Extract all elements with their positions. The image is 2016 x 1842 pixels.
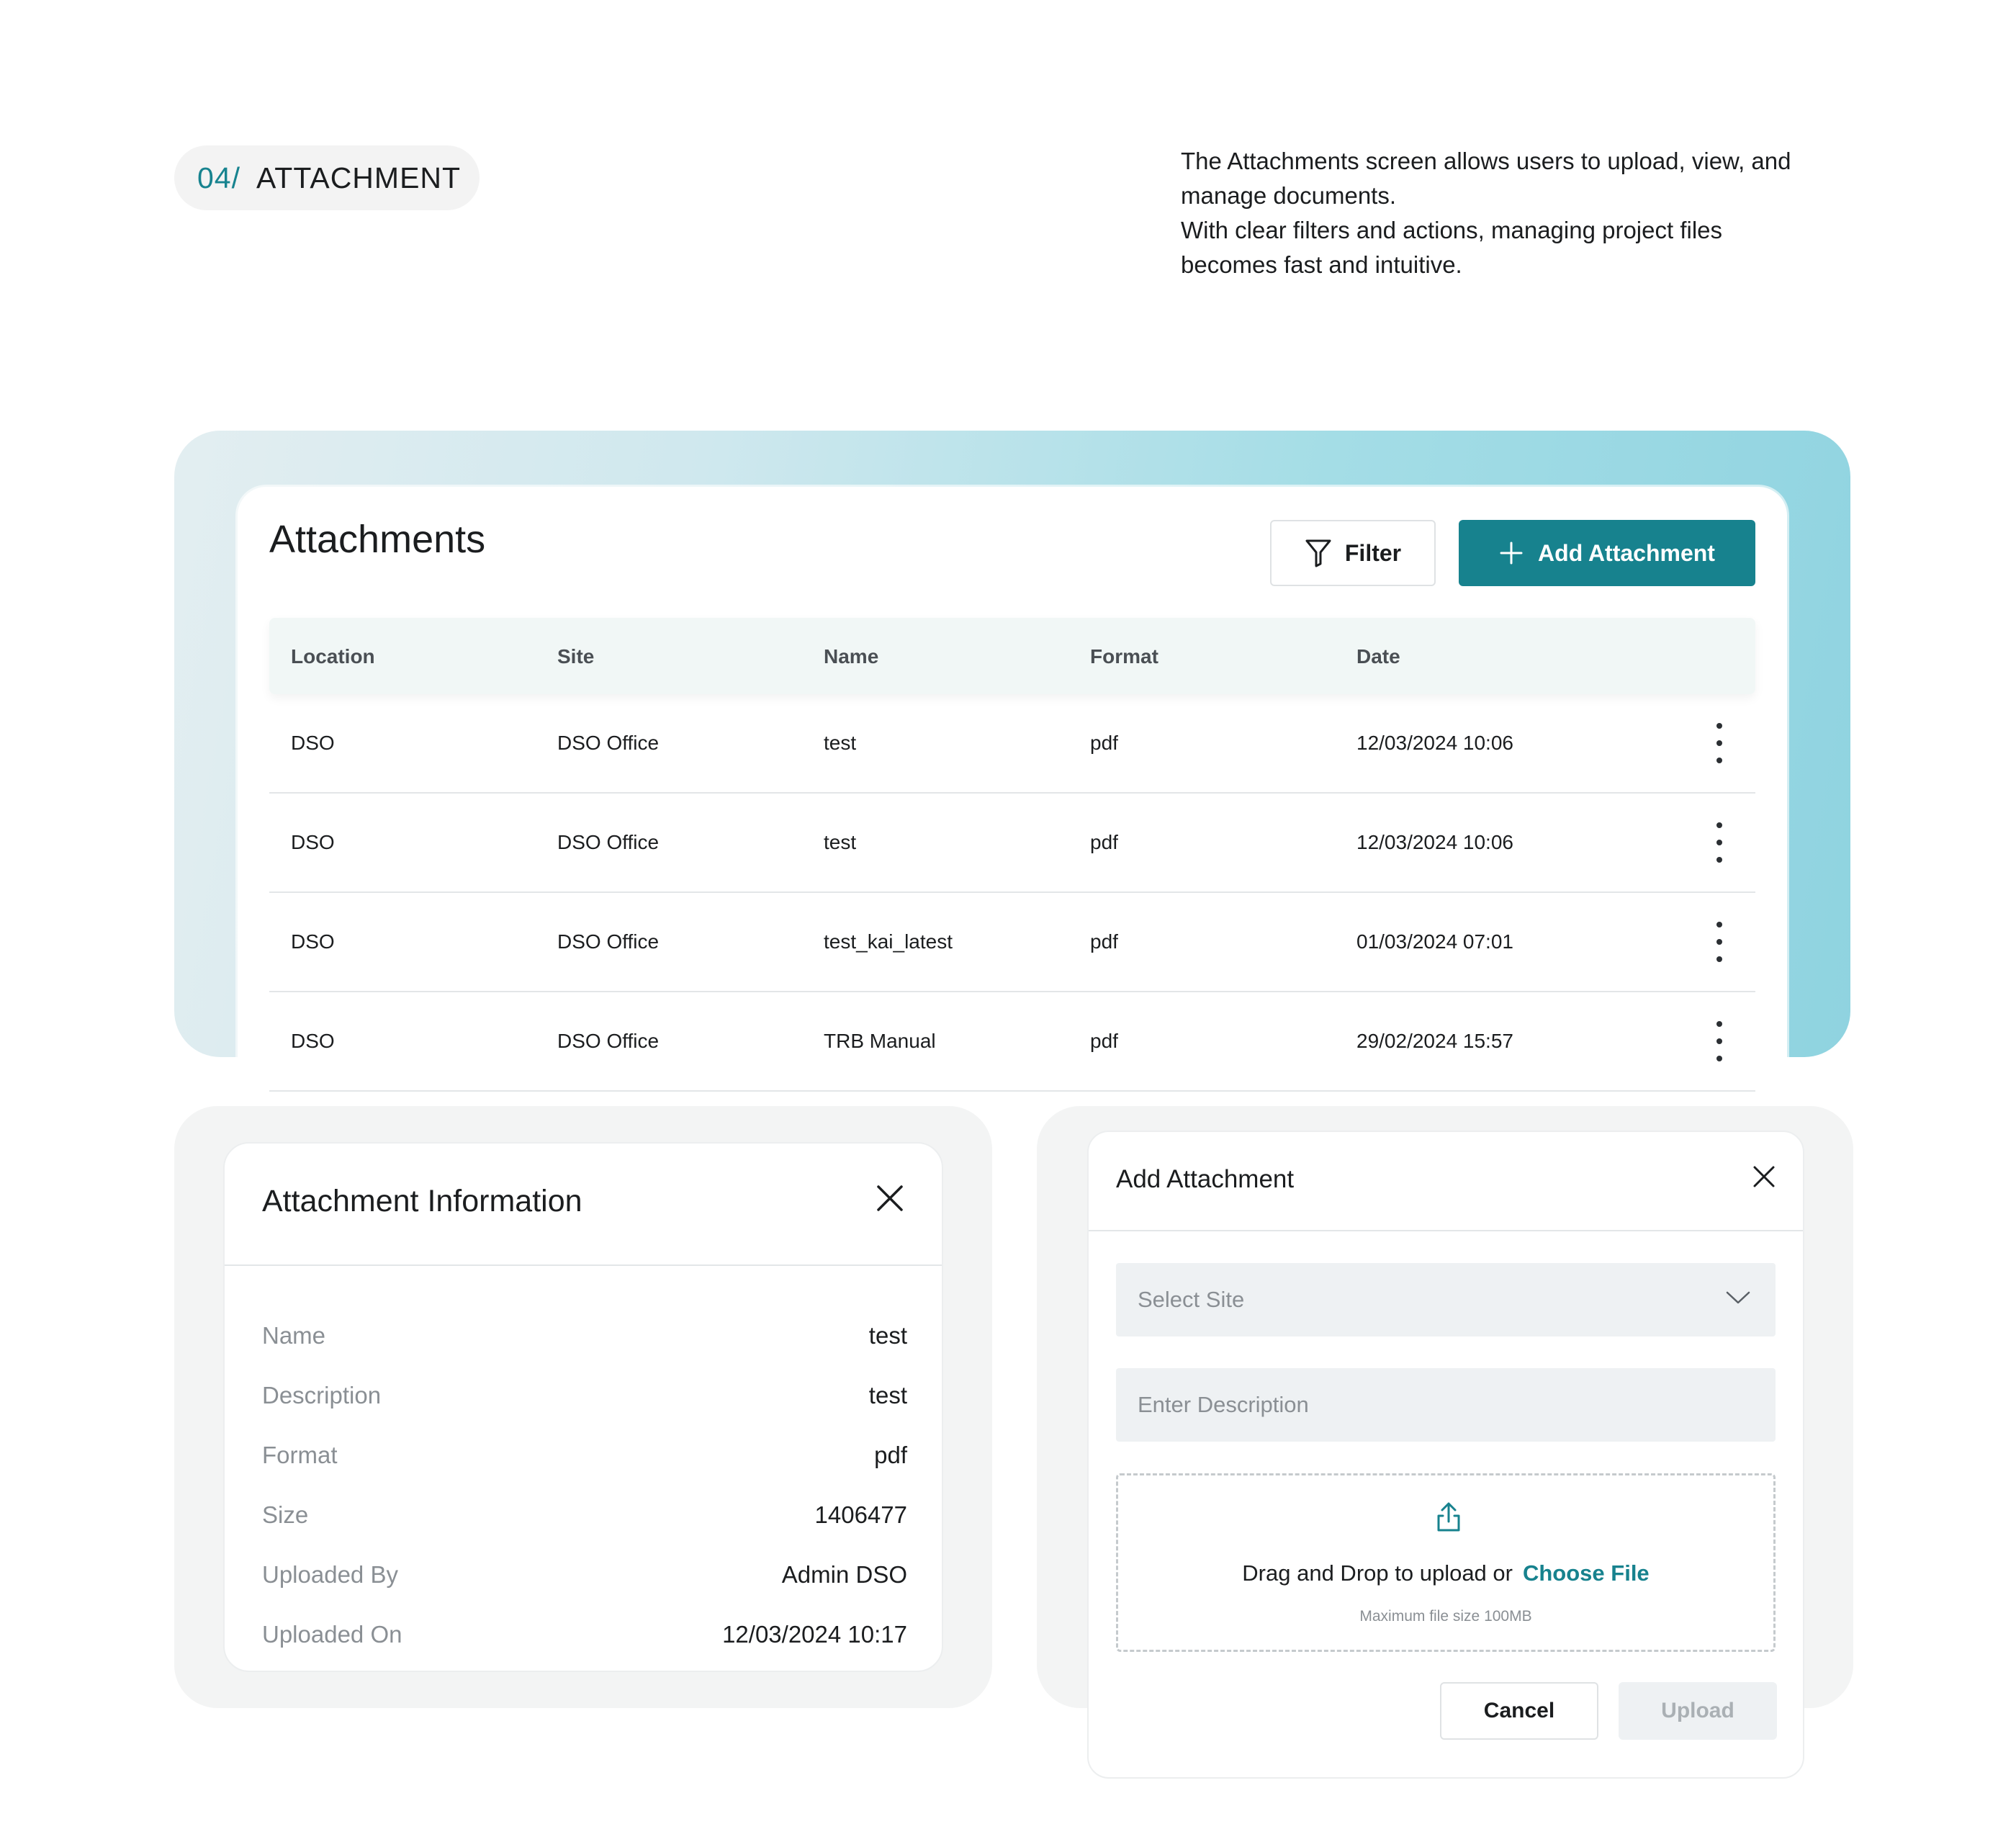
info-value: test	[868, 1322, 907, 1349]
cell-name: test_kai_latest	[824, 930, 953, 953]
table-row[interactable]	[269, 893, 1755, 992]
cell-name: TRB Manual	[824, 1030, 936, 1052]
cell-name: test	[824, 732, 857, 754]
divider	[225, 1264, 942, 1266]
cell-site: DSO Office	[557, 831, 660, 853]
info-value: Admin DSO	[781, 1561, 907, 1588]
column-header-name[interactable]: Name	[824, 645, 879, 668]
cell-format: pdf	[1090, 930, 1118, 953]
info-showcase	[174, 1106, 992, 1708]
filter-button[interactable]	[1270, 520, 1436, 586]
column-header-format[interactable]: Format	[1090, 645, 1158, 668]
add-attachment-label: Add Attachment	[1538, 539, 1715, 566]
intro-line: manage documents.	[1181, 182, 1397, 209]
info-label: Uploaded On	[262, 1621, 402, 1648]
divider	[1089, 1230, 1803, 1231]
add-showcase	[1037, 1106, 1853, 1722]
info-value: 12/03/2024 10:17	[722, 1621, 907, 1648]
table-row[interactable]	[269, 992, 1755, 1092]
page-title: Attachments	[269, 518, 486, 561]
close-icon[interactable]	[873, 1181, 907, 1216]
kebab-menu-icon[interactable]	[1712, 1021, 1727, 1061]
info-label: Description	[262, 1382, 382, 1409]
column-header-location[interactable]: Location	[291, 645, 375, 668]
funnel-icon	[1305, 538, 1332, 568]
info-label: Uploaded By	[262, 1561, 398, 1588]
cell-location: DSO	[291, 1030, 335, 1052]
info-value: test	[868, 1382, 907, 1409]
section-label: ATTACHMENT	[256, 161, 462, 194]
cell-location: DSO	[291, 732, 335, 754]
section-number: 04/	[197, 161, 240, 194]
info-value: pdf	[874, 1442, 907, 1468]
description-field[interactable]	[1116, 1368, 1776, 1442]
kebab-menu-icon[interactable]	[1712, 822, 1727, 863]
section-tag	[174, 145, 480, 210]
info-value: 1406477	[814, 1501, 907, 1528]
filter-label: Filter	[1344, 539, 1402, 566]
info-row	[262, 1322, 907, 1358]
info-row	[262, 1561, 907, 1597]
attachments-showcase	[174, 431, 1850, 1057]
info-label: Size	[262, 1501, 309, 1528]
info-row	[262, 1501, 907, 1537]
select-site-dropdown[interactable]	[1116, 1263, 1776, 1336]
max-size-hint: Maximum file size 100MB	[1359, 1608, 1532, 1625]
drop-instructions	[1118, 1560, 1773, 1586]
close-icon[interactable]	[1750, 1162, 1778, 1191]
plus-icon	[1499, 541, 1524, 565]
cell-location: DSO	[291, 930, 335, 953]
chevron-down-icon	[1725, 1289, 1751, 1306]
cell-date: 12/03/2024 10:06	[1356, 831, 1513, 853]
description-input[interactable]	[1138, 1392, 1776, 1418]
intro-line: becomes fast and intuitive.	[1181, 251, 1462, 278]
table-row[interactable]	[269, 694, 1755, 794]
file-dropzone[interactable]	[1116, 1473, 1776, 1652]
upload-icon	[1434, 1501, 1464, 1533]
kebab-menu-icon[interactable]	[1712, 922, 1727, 962]
info-label: Format	[262, 1442, 338, 1468]
info-label: Name	[262, 1322, 326, 1349]
info-row	[262, 1382, 907, 1418]
info-row	[262, 1442, 907, 1478]
cell-name: test	[824, 831, 857, 853]
cell-site: DSO Office	[557, 732, 660, 754]
choose-file-link[interactable]: Choose File	[1522, 1560, 1650, 1586]
attachments-card	[238, 487, 1787, 1135]
upload-button[interactable]: Upload	[1619, 1682, 1777, 1740]
dialog-title: Add Attachment	[1116, 1165, 1295, 1193]
cell-format: pdf	[1090, 1030, 1118, 1052]
cancel-button[interactable]: Cancel	[1440, 1682, 1598, 1740]
add-attachment-dialog	[1087, 1131, 1804, 1779]
intro-text	[1181, 144, 1872, 282]
attachment-info-dialog	[223, 1142, 943, 1672]
cell-location: DSO	[291, 831, 335, 853]
intro-line: With clear filters and actions, managing project files	[1181, 217, 1723, 243]
drop-text: Drag and Drop to upload or	[1242, 1560, 1513, 1586]
info-row	[262, 1621, 907, 1657]
cell-date: 01/03/2024 07:01	[1356, 930, 1513, 953]
cell-date: 29/02/2024 15:57	[1356, 1030, 1513, 1052]
select-site-placeholder: Select Site	[1138, 1287, 1245, 1312]
column-header-date[interactable]: Date	[1356, 645, 1400, 668]
cell-site: DSO Office	[557, 1030, 660, 1052]
cell-site: DSO Office	[557, 930, 660, 953]
cell-format: pdf	[1090, 831, 1118, 853]
dialog-title: Attachment Information	[262, 1184, 582, 1218]
kebab-menu-icon[interactable]	[1712, 723, 1727, 763]
table-header	[269, 618, 1755, 694]
cell-format: pdf	[1090, 732, 1118, 754]
cell-date: 12/03/2024 10:06	[1356, 732, 1513, 754]
intro-line: The Attachments screen allows users to upload, view, and	[1181, 148, 1791, 174]
column-header-site[interactable]: Site	[557, 645, 595, 668]
add-attachment-button[interactable]	[1459, 520, 1755, 586]
table-row[interactable]	[269, 794, 1755, 893]
